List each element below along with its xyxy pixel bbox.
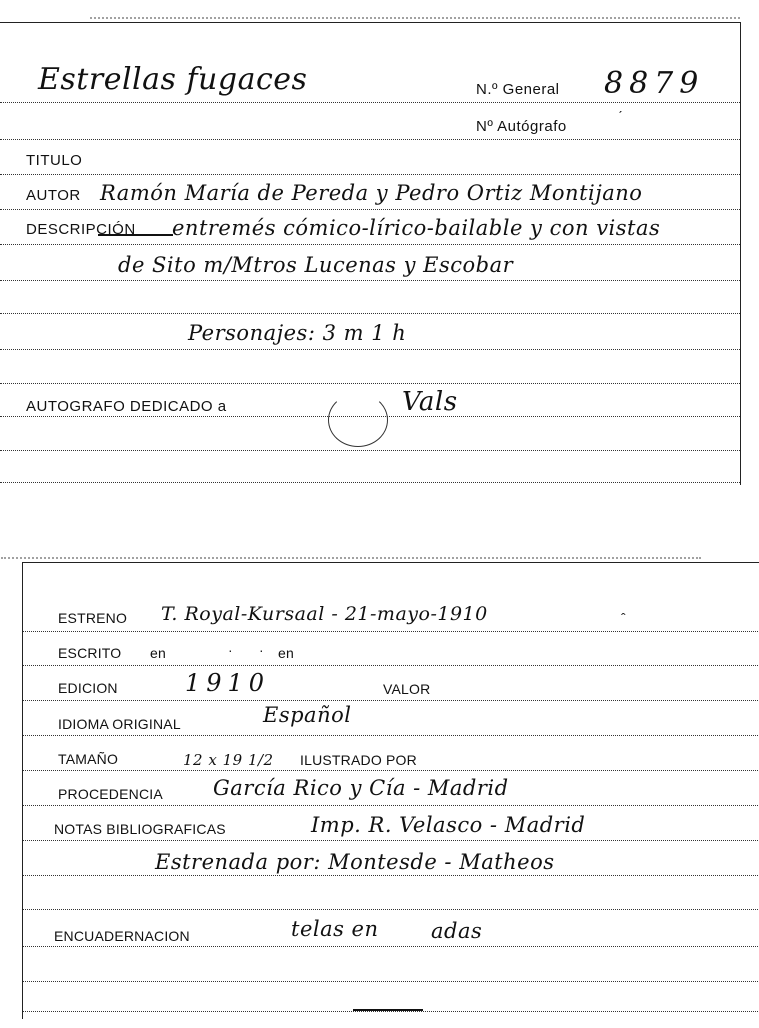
estreno-value: T. Royal-Kursaal - 21-mayo-1910 [161,603,488,625]
estreno-label: ESTRENO [58,610,128,626]
ruled-line [0,209,740,210]
catalog-card-front [0,22,741,485]
descripcion-underline [98,234,173,236]
pencil-dot: · [259,642,264,658]
escrito-label: ESCRITO [58,645,122,661]
tamano-value: 12 x 19 1/2 [183,751,274,769]
encuadernacion-label: ENCUADERNACION [54,928,190,944]
descripcion-line-2: de Sito m/Mtros Lucenas y Escobar [118,253,514,277]
handwritten-title: Estrellas fugaces [38,62,308,97]
ruled-line [23,981,759,982]
pencil-mark: ˆ [621,610,626,626]
escrito-en-2: en [278,645,294,661]
autor-value: Ramón María de Pereda y Pedro Ortiz Montijano [100,181,643,205]
notas-value-2: Estrenada por: Montesde - Matheos [155,850,555,874]
descripcion-line-1: entremés cómico-lírico-bailable y con vistas [172,216,661,240]
dedicado-value: Vals [402,387,458,417]
tamano-label: TAMAÑO [58,751,119,767]
general-number-value: 8879 [604,66,705,101]
encuadernacion-value-1: telas en [291,917,379,941]
ruled-line [0,174,740,175]
ruled-line [23,700,759,701]
ruled-line [0,280,740,281]
bottom-edge-mark [353,1009,423,1011]
pencil-dot: · [228,642,233,658]
scan-speckle-edge [90,17,740,19]
procedencia-value: García Rico y Cía - Madrid [213,776,509,800]
notas-value-1: Imp. R. Velasco - Madrid [311,813,586,837]
ruled-line [0,244,740,245]
ruled-line [0,313,740,314]
ruled-line [23,770,759,771]
ruled-line [23,875,759,876]
ruled-line [0,482,740,483]
general-number-label: N.º General [476,81,560,98]
ruled-line [23,1011,759,1012]
ruled-line [0,450,740,451]
pencil-mark: ˊ [618,108,623,124]
notas-label: NOTAS BIBLIOGRAFICAS [54,821,226,837]
ilustrado-label: ILUSTRADO POR [300,752,417,768]
ruled-line [23,909,759,910]
scan-speckle-edge [1,557,701,559]
autograph-number-label: Nº Autógrafo [476,118,567,135]
edicion-label: EDICION [58,680,118,696]
edicion-value: 1910 [185,669,271,697]
ruled-line [23,840,759,841]
ruled-line [23,665,759,666]
idioma-value: Español [263,703,352,727]
autor-label: AUTOR [26,187,81,204]
descripcion-label: DESCRIPCIÓN [26,221,136,238]
ruled-line [23,631,759,632]
personajes-note: Personajes: 3 m 1 h [188,321,407,345]
ruled-line [23,946,759,947]
ruled-line [0,102,740,103]
valor-label: VALOR [383,681,431,697]
encuadernacion-value-2: adas [431,919,483,943]
ruled-line [23,735,759,736]
titulo-label: TITULO [26,152,83,169]
procedencia-label: PROCEDENCIA [58,786,163,802]
ruled-line [0,383,740,384]
catalog-card-back [22,562,759,1019]
idioma-label: IDIOMA ORIGINAL [58,716,181,732]
ruled-line [23,805,759,806]
ruled-line [0,349,740,350]
ruled-line [0,139,740,140]
ink-stamp-circle [328,393,388,447]
dedicado-label: AUTOGRAFO DEDICADO a [26,398,227,415]
escrito-en-1: en [150,645,166,661]
